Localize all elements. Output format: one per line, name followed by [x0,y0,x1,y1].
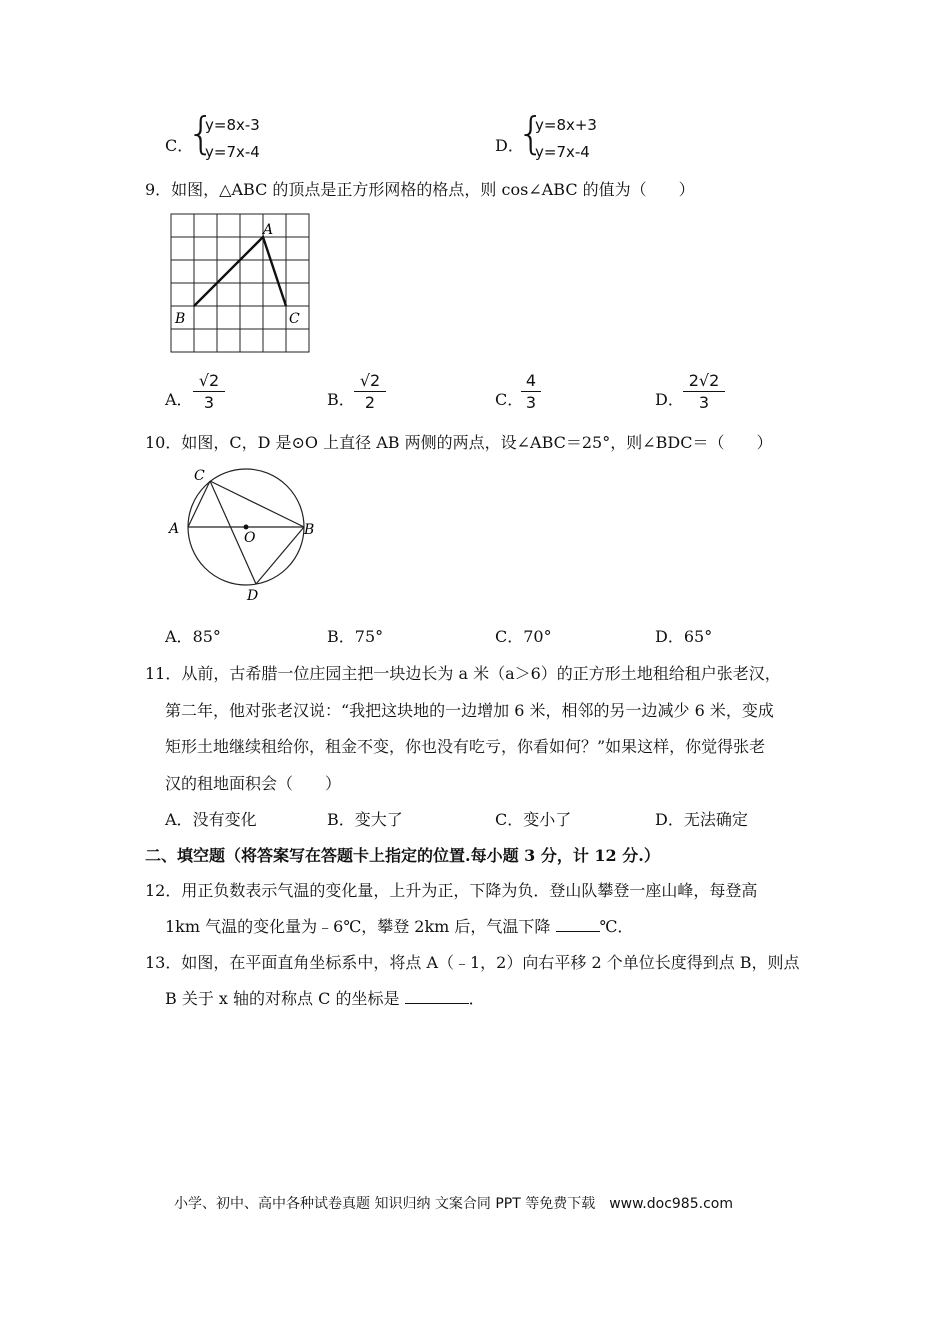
option-text: 无法确定 [683,810,748,829]
denominator: 3 [698,393,710,412]
option-text: 75° [354,627,384,646]
section-2-title: 二、填空题（将答案写在答题卡上指定的位置.每小题 3 分，计 12 分.） [145,846,660,865]
q11-line-2: 第二年，他对张老汉说：“我把这块地的一边增加 6 米，相邻的另一边减少 6 米，变成 [165,701,774,720]
denominator: 3 [525,393,537,412]
q13-text-before-blank: B 关于 x 轴的对称点 C 的坐标是 [165,989,400,1008]
fraction-bar [683,391,725,392]
q10-option-c [495,627,552,647]
q11-line-1: 11．从前，古希腊一位庄园主把一块边长为 a 米（a＞6）的正方形土地租给租户张老汉， [145,664,781,683]
q11-option-c [495,810,571,830]
q8-option-d-label: D． [495,136,524,155]
q9-option-d-label: D． [655,390,684,409]
option-text: 变大了 [354,810,403,829]
q8-d-eq1: y=8x+3 [535,116,597,134]
q9-grid-figure [165,210,315,360]
option-label: B． [327,627,355,646]
numerator: √2 [198,371,220,390]
option-label: A． [165,627,193,646]
point-o-label: O [244,530,256,546]
q12-line-1: 12．用正负数表示气温的变化量，上升为正，下降为负．登山队攀登一座山峰，每登高 [145,881,758,900]
q10-stem: 10．如图，C，D 是⊙O 上直径 AB 两侧的两点，设∠ABC＝25°，则∠BDC＝（ ） [145,433,773,452]
q9-option-d-fraction [683,371,725,412]
q13-line-2 [165,989,485,1009]
brace-icon: { [517,108,545,159]
q13-line-1: 13．如图，在平面直角坐标系中，将点 A（﹣1，2）向右平移 2 个单位长度得到点 B，则点 [145,953,800,972]
q11-option-a [165,810,257,830]
vertex-b-label: B [175,311,186,327]
q8-option-d-system [517,108,607,166]
option-text: 没有变化 [192,810,257,829]
denominator: 2 [364,393,376,412]
option-label: C． [495,810,524,829]
q11-option-b [327,810,403,830]
q13-answer-blank[interactable] [405,1003,469,1004]
vertex-a-label: A [263,222,274,238]
vertex-c-label: C [289,311,300,327]
q8-d-eq2: y=7x-4 [535,143,590,161]
center-point [244,525,249,530]
q9-option-a-fraction [193,371,225,412]
q10-circle-figure [160,460,330,610]
q11-line-4: 汉的租地面积会（ ） [165,774,342,793]
option-label: A． [165,810,193,829]
option-text: 65° [683,627,713,646]
q12-text-before-blank: 1km 气温的变化量为﹣6℃，攀登 2km 后，气温下降 [165,917,551,936]
option-label: C． [495,627,524,646]
option-text: 70° [523,627,552,646]
option-label: D． [655,627,684,646]
footer-text: 小学、初中、高中各种试卷真题 知识归纳 文案合同 PPT 等免费下载 www.doc985.com [174,1196,733,1212]
q8-c-eq2: y=7x-4 [205,143,260,161]
point-b-label: B [304,522,315,538]
q10-option-d [655,627,712,647]
q10-option-a [165,627,221,647]
point-a-label: A [169,521,180,537]
q12-line-2 [165,917,633,937]
q13-text-after-blank: ． [468,989,485,1008]
brace-icon: { [187,108,215,159]
q10-option-b [327,627,383,647]
q9-stem: 9．如图，△ABC 的顶点是正方形网格的格点，则 cos∠ABC 的值为（ ） [145,180,695,199]
q9-option-b-fraction [354,371,386,412]
fraction-bar [354,391,386,392]
denominator: 3 [203,393,215,412]
grid-lines [171,214,309,352]
option-text: 变小了 [523,810,572,829]
q9-option-c-fraction [521,371,541,412]
numerator: 4 [525,371,537,390]
q11-line-3: 矩形土地继续租给你，租金不变，你也没有吃亏，你看如何？”如果这样，你觉得张老 [165,737,766,756]
q11-option-d [655,810,748,830]
q9-option-a-label: A． [165,390,193,409]
option-label: D． [655,810,684,829]
q8-option-c-system [187,108,277,166]
option-text: 85° [192,627,221,646]
q9-option-b-label: B． [327,390,355,409]
option-label: B． [327,810,355,829]
numerator: 2√2 [688,371,720,390]
fraction-bar [193,391,225,392]
fraction-bar [521,391,541,392]
q12-answer-blank[interactable] [556,931,600,932]
q12-text-after-blank: ℃． [599,917,634,936]
point-c-label: C [194,468,205,484]
q8-c-eq1: y=8x-3 [205,116,260,134]
q8-option-c-label: C． [165,136,194,155]
numerator: √2 [359,371,381,390]
q9-option-c-label: C． [495,390,524,409]
point-d-label: D [247,588,259,604]
